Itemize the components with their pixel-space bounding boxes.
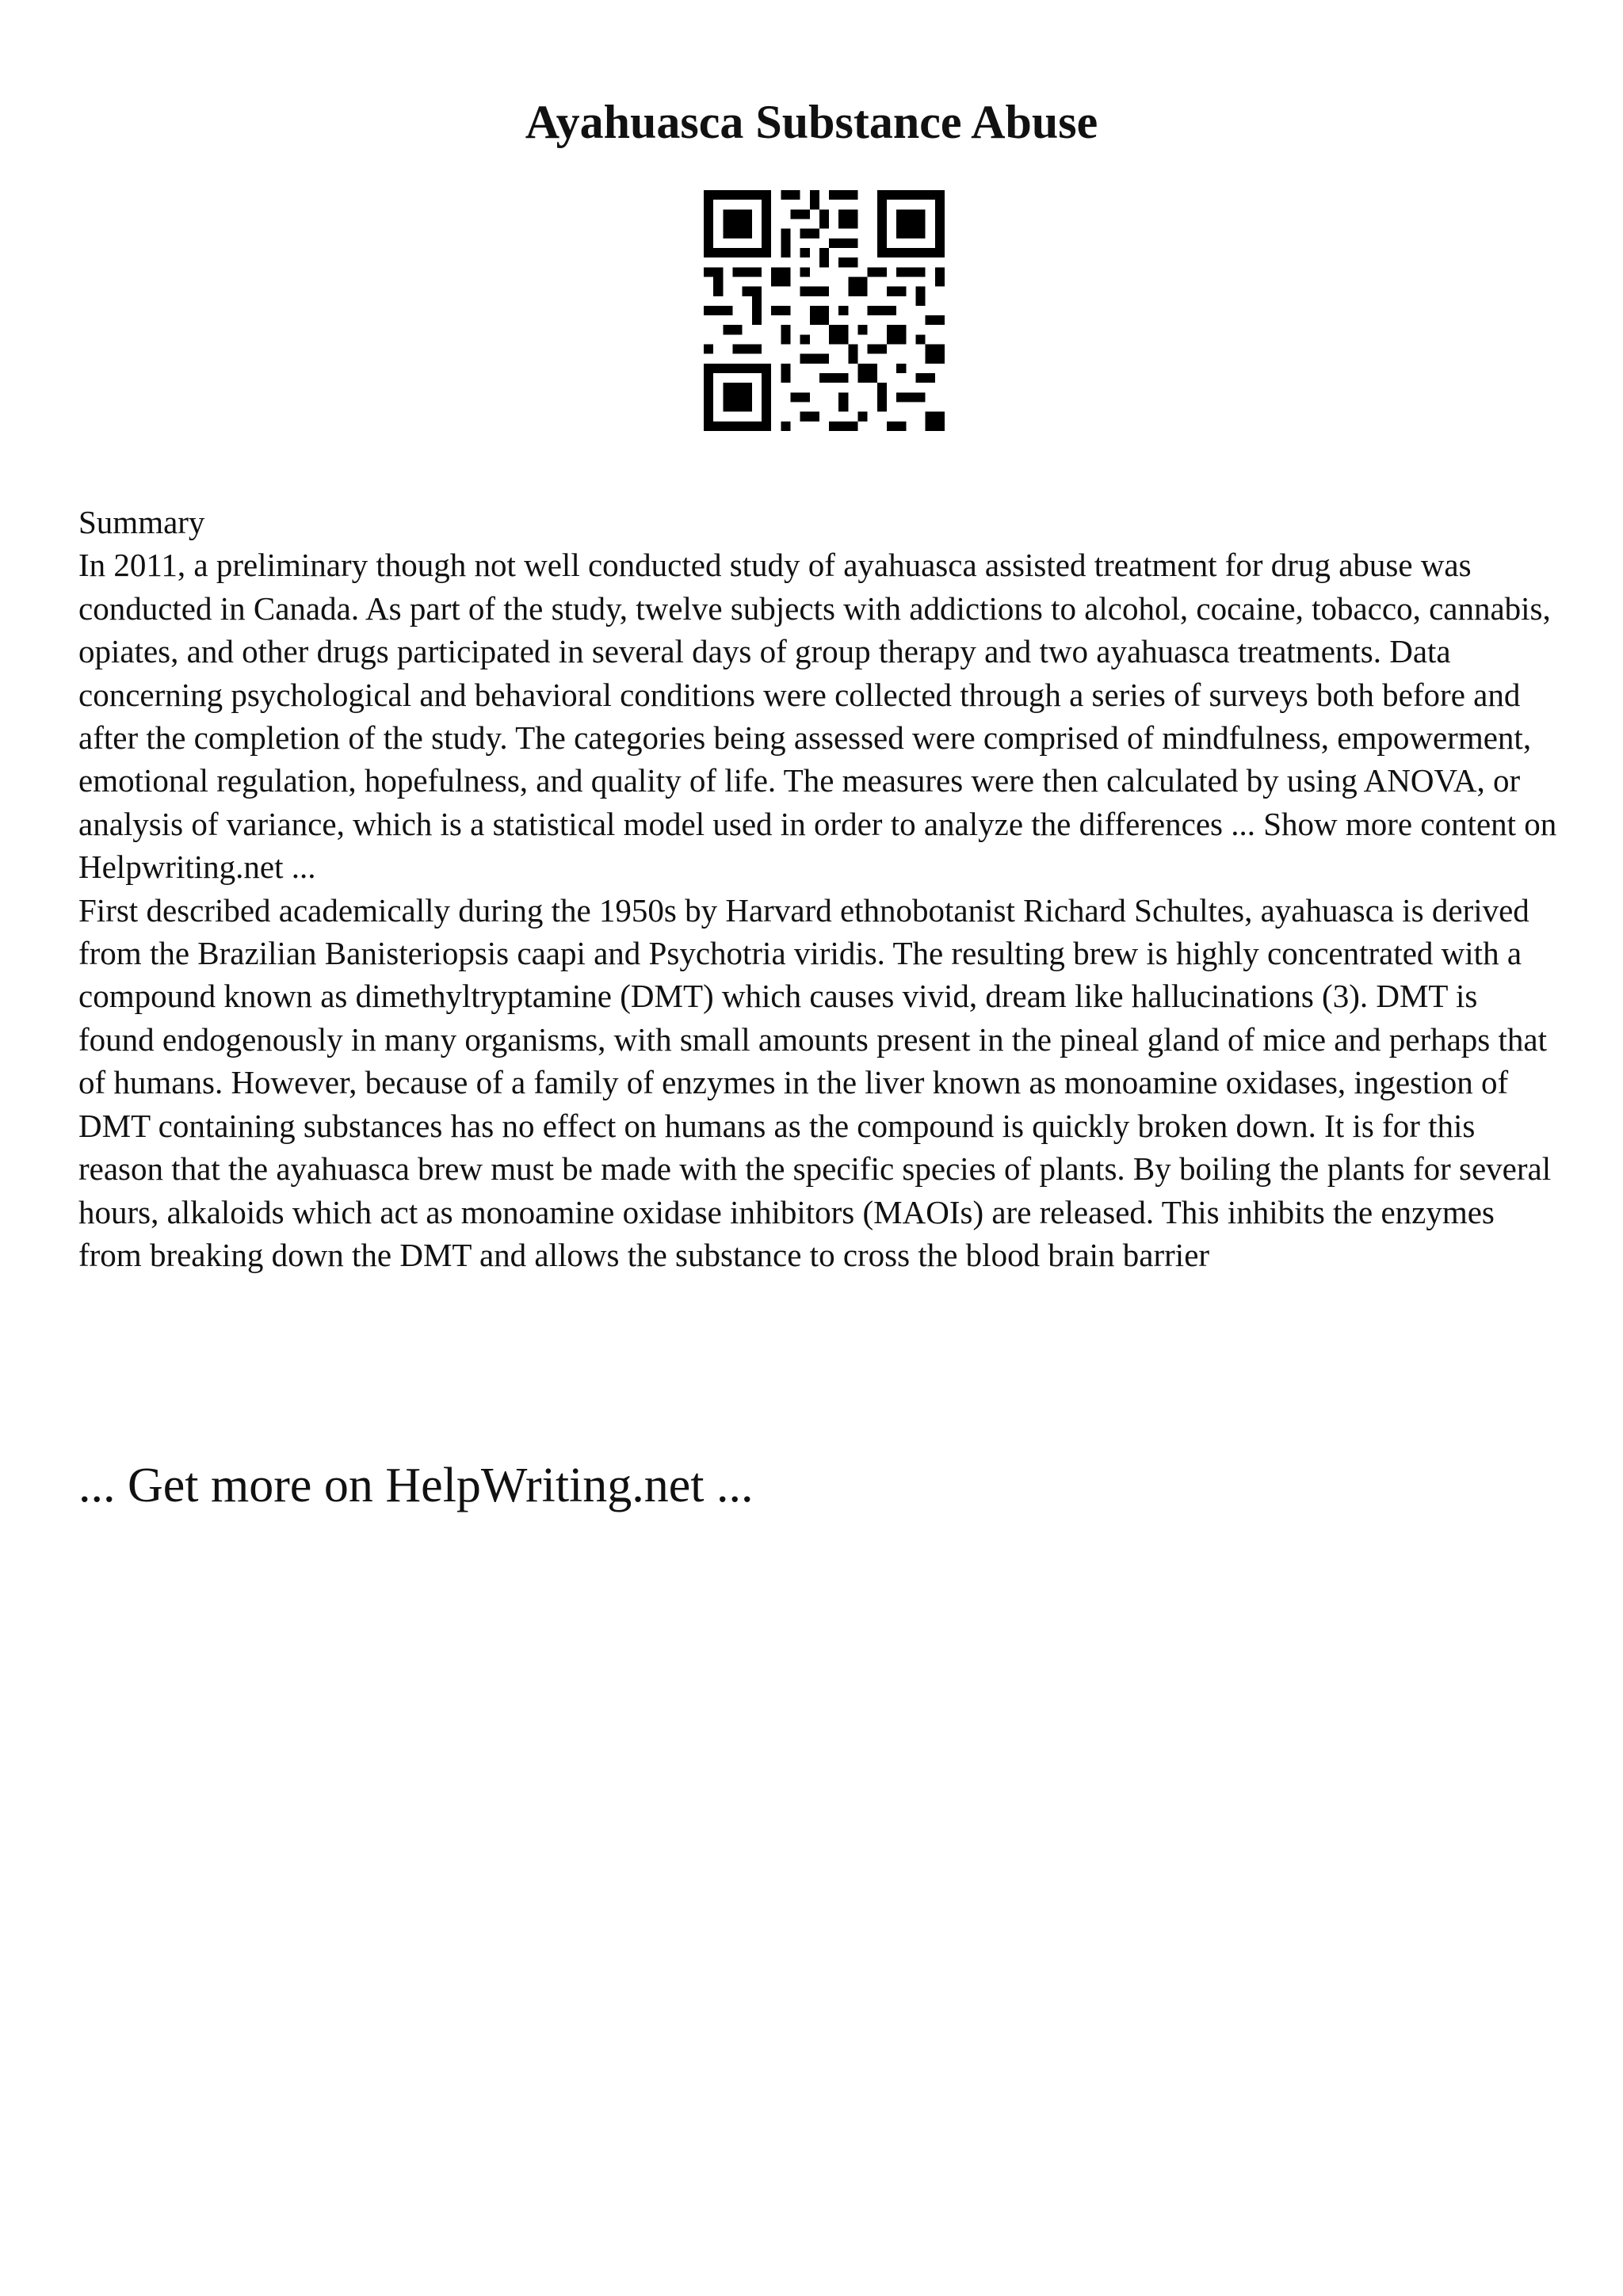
background-paragraph: First described academically during the 1950s by Harvard ethnobotanist Richard Schultes, ayahuasca is derived from the Brazilian Banisteriopsis caapi and Psychotria viridis. The resulting brew is highly concentrated with a compound known as dimethyltryptamine (DMT) which causes vivid, dream like hallucinations (3). DMT is found endogenously in many organisms, with small amounts present in the pineal gland of mice and perhaps that of humans. However, because of a family of enzymes in the liver known as monoamine oxidases, ingestion of DMT containing substances has no effect on humans as the compound is quickly broken down. It is for this reason that the ayahuasca brew must be made with the specific species of plants. By boiling the plants for several hours, alkaloids which act as monoamine oxidase inhibitors (MAOIs) are released. This inhibits the enzymes from breaking down the DMT and allows the substance to cross the blood brain barrier: [78, 891, 1552, 1273]
document-title: Ayahuasca Substance Abuse: [525, 96, 1098, 148]
summary-paragraph: In 2011, a preliminary though not well conducted study of ayahuasca assisted treatment for drug abuse was conducted in Canada. As part of the study, twelve subjects with addictions to alcohol, cocaine, tobacco, cannabis, opiates, and other drugs participated in several days of group therapy and two ayahuasca treatments. Data concerning psychological and behavioral conditions were collected through a series of surveys both before and after the completion of the study. The categories being assessed were comprised of mindfulness, empowerment, emotional regulation, hopefulness, and quality of life. The measures were then calculated by using ANOVA, or analysis of variance, which is a statistical model used in order to analyze the differences ... Show more content on Helpwriting.net ...: [78, 547, 1557, 886]
summary-heading: Summary: [78, 504, 205, 540]
get-more-link[interactable]: ... Get more on HelpWriting.net ...: [78, 1459, 754, 1512]
qr-code-icon: [704, 190, 945, 431]
document-body: [78, 501, 1560, 1276]
